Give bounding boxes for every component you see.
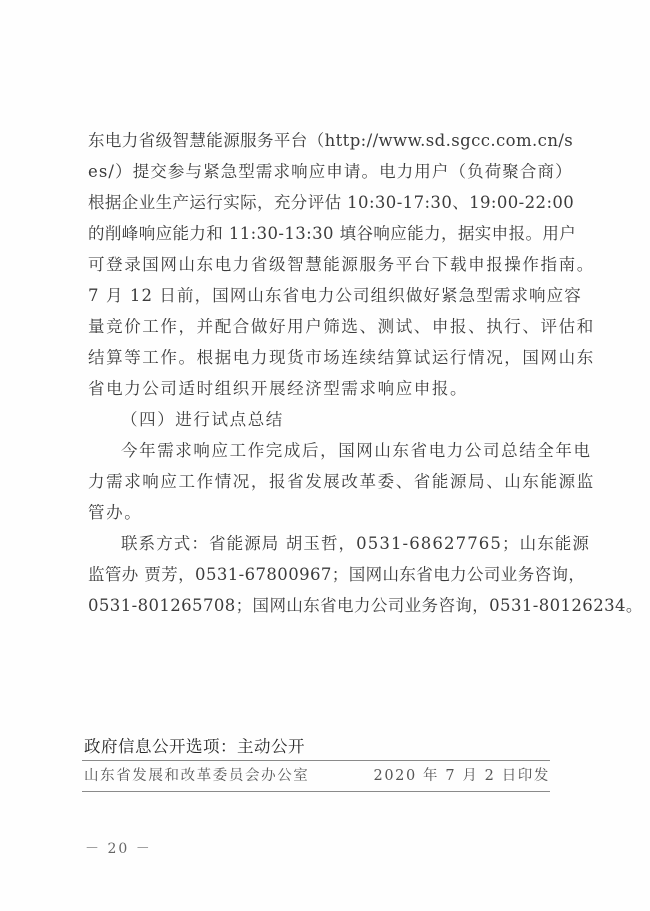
contact-line: 联系方式：省能源局 胡玉哲，0531-68627765；山东能源: [121, 534, 590, 553]
paragraph-line: 结算等工作。根据电力现货市场连续结算试运行情况，国网山东: [88, 348, 595, 367]
paragraph-line: 的削峰响应能力和 11:30-13:30 填谷响应能力，据实申报。用户: [88, 224, 577, 243]
paragraph-line: 省电力公司适时组织开展经济型需求响应申报。: [88, 379, 469, 398]
contact-line: 监管办 贾芳，0531-67800967；国网山东省电力公司业务咨询，: [88, 565, 586, 584]
issuer-row: [82, 761, 550, 791]
document-footer: [82, 734, 574, 792]
paragraph-line: es/）提交参与紧急型需求响应申请。电力用户（负荷聚合商）: [88, 162, 573, 181]
paragraph-line: 量竞价工作，并配合做好用户筛选、测试、申报、执行、评估和: [88, 317, 595, 336]
page-number: － 20 －: [85, 841, 152, 857]
disclosure-option: 政府信息公开选项：主动公开: [84, 737, 305, 756]
paragraph-line: 今年需求响应工作完成后，国网山东省电力公司总结全年电: [121, 441, 592, 460]
footer-divider: [82, 791, 550, 792]
paragraph-line: 根据企业生产运行实际，充分评估 10:30-17:30、19:00-22:00: [88, 193, 575, 212]
paragraph-line: 可登录国网山东电力省级智慧能源服务平台下载申报操作指南。: [88, 255, 595, 274]
section-heading: （四）进行试点总结: [121, 410, 284, 429]
paragraph-line: 管办。: [88, 503, 143, 522]
issue-date: 2020 年 7 月 2 日印发: [373, 768, 550, 784]
contact-line: 0531-801265708；国网山东省电力公司业务咨询，0531-80126234。: [88, 596, 643, 615]
document-body: [88, 125, 643, 621]
paragraph-line: 力需求响应工作情况，报省发展改革委、省能源局、山东能源监: [88, 472, 595, 491]
paragraph-line: 东电力省级智慧能源服务平台（http://www.sd.sgcc.com.cn/s: [88, 131, 574, 150]
issuer-name: 山东省发展和改革委员会办公室: [84, 768, 310, 784]
paragraph-line: 7 月 12 日前，国网山东省电力公司组织做好紧急型需求响应容: [88, 286, 582, 305]
